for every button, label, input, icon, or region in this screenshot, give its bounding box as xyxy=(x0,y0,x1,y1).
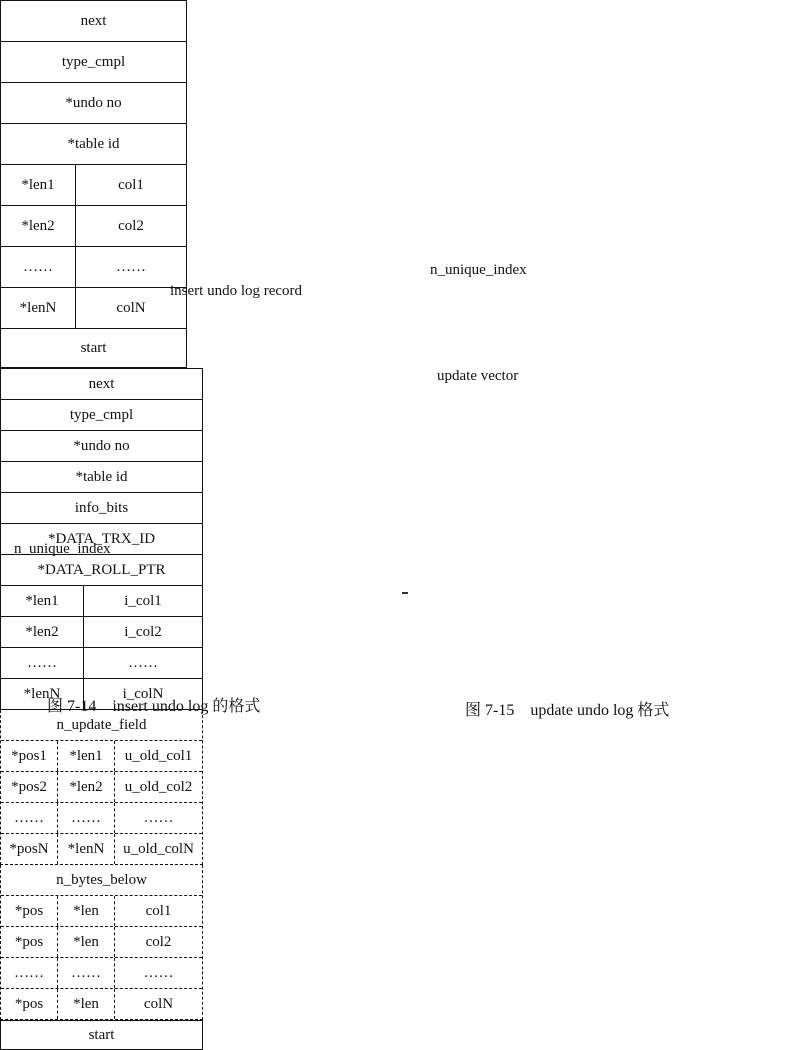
insert-index-col: colN xyxy=(116,299,146,316)
update-row-undo-no: *undo no xyxy=(0,431,203,462)
update-vector-row xyxy=(1,803,202,834)
below-row xyxy=(1,927,202,958)
update-vector-pos: …… xyxy=(1,803,58,833)
insert-row-type-cmpl: type_cmpl xyxy=(0,42,187,83)
update-index-row xyxy=(0,617,203,648)
below-pos: *pos xyxy=(1,896,58,926)
insert-row-undo-no: *undo no xyxy=(0,83,187,124)
update-vector-col: u_old_colN xyxy=(123,840,194,857)
below-len: *len xyxy=(58,927,115,957)
update-vector-row xyxy=(1,834,202,864)
insert-row-table-id: *table id xyxy=(0,124,187,165)
update-index-row xyxy=(0,586,203,617)
update-vector-row xyxy=(1,741,202,772)
below-col: …… xyxy=(143,964,174,981)
insert-index-row xyxy=(0,247,187,288)
update-index-len: *len1 xyxy=(1,586,84,616)
insert-row-next: next xyxy=(0,0,187,42)
below-row xyxy=(1,958,202,989)
update-row-table-id: *table id xyxy=(0,462,203,493)
insert-index-len: …… xyxy=(1,247,76,287)
insert-index-row xyxy=(0,165,187,206)
update-vector-col: u_old_col2 xyxy=(124,778,193,795)
below-col: col2 xyxy=(145,933,172,950)
update-row-start: start xyxy=(0,1020,203,1050)
insert-row-start: start xyxy=(0,329,187,368)
insert-record-title: insert undo log record xyxy=(170,283,303,299)
below-len: …… xyxy=(58,958,115,988)
insert-index-len: *lenN xyxy=(1,288,76,328)
update-index-len: *lenN xyxy=(1,679,84,709)
update-side-label-index: n_unique_index xyxy=(430,262,527,278)
update-caption: 图 7-15 update undo log 格式 xyxy=(465,702,670,719)
insert-index-col: …… xyxy=(116,258,146,275)
update-vector-len: *lenN xyxy=(58,834,115,864)
update-vector-col: u_old_col1 xyxy=(124,747,193,764)
update-index-row xyxy=(0,648,203,679)
update-index-col: i_col1 xyxy=(124,592,162,609)
update-row-info-bits: info_bits xyxy=(0,493,203,524)
update-row-data-roll-ptr: *DATA_ROLL_PTR xyxy=(0,555,203,586)
update-index-len: *len2 xyxy=(1,617,84,647)
bytes-below-row: n_bytes_below xyxy=(1,865,202,896)
insert-index-row xyxy=(0,288,187,329)
update-vector-pos: *posN xyxy=(1,834,58,864)
below-col: col1 xyxy=(145,902,172,919)
update-vector-row xyxy=(1,772,202,803)
update-row-type-cmpl: type_cmpl xyxy=(0,400,203,431)
bytes-below-group xyxy=(0,865,203,1020)
update-vector-len: *len2 xyxy=(58,772,115,802)
below-pos: *pos xyxy=(1,927,58,957)
update-row-next: next xyxy=(0,368,203,400)
below-col: colN xyxy=(143,995,174,1012)
update-vector-col: …… xyxy=(143,809,174,826)
update-row-data-trx-id: *DATA_TRX_ID xyxy=(0,524,203,555)
stray-mark xyxy=(402,592,408,594)
update-vector-pos: *pos2 xyxy=(1,772,58,802)
update-field-row: n_update_field xyxy=(1,710,202,741)
update-index-len: …… xyxy=(1,648,84,678)
below-row xyxy=(1,896,202,927)
update-index-col: …… xyxy=(128,654,158,671)
below-pos: …… xyxy=(1,958,58,988)
insert-index-len: *len1 xyxy=(1,165,76,205)
update-vector-len: *len1 xyxy=(58,741,115,771)
below-len: *len xyxy=(58,896,115,926)
update-vector-pos: *pos1 xyxy=(1,741,58,771)
update-side-label-vector: update vector xyxy=(437,368,519,384)
insert-side-label: n_unique_index xyxy=(14,541,111,557)
insert-index-len: *len2 xyxy=(1,206,76,246)
below-pos: *pos xyxy=(1,989,58,1019)
insert-index-col: col1 xyxy=(118,176,144,193)
insert-index-col: col2 xyxy=(118,217,144,234)
below-len: *len xyxy=(58,989,115,1019)
update-vector-len: …… xyxy=(58,803,115,833)
update-index-col: i_col2 xyxy=(124,623,162,640)
insert-index-row xyxy=(0,206,187,247)
update-index-col: i_colN xyxy=(122,685,164,702)
insert-caption: 图 7-14 insert undo log 的格式 xyxy=(47,698,261,715)
below-row xyxy=(1,989,202,1019)
insert-undo-log-table xyxy=(0,0,187,368)
update-vector-group xyxy=(0,710,203,865)
